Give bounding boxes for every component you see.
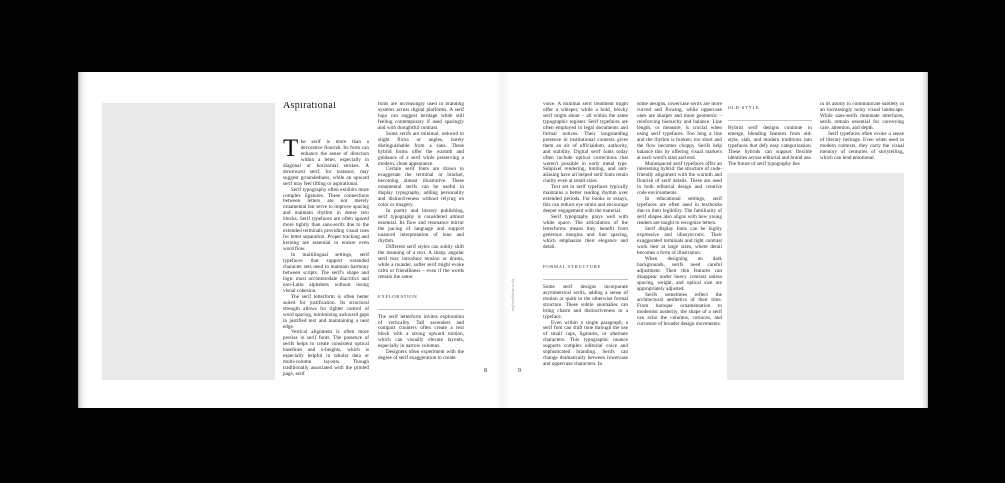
body-paragraph: Some serifs are minimal, reduced to slight flicks or angles, barely distinguishable from a sans. These hybrid forms offer the warmth and guidance of a serif while preserving a modern, clean appearance. [378,130,464,167]
body-paragraph: In educational settings, serif typefaces are often used in textbooks due to their legibility. The familiarity of serif shapes also aligns with how young readers are taught to recognize letters. [637,196,722,227]
body-paragraph: Serif typography often exhibits more complex ligatures. These connections between letters are not merely ornamental but serve to improve spacing and maintain rhythm in dense text blocks. Serif typefaces are often spaced more tightly than sans-serifs due to the extended terminals providing visual cues for letter separation. Proper tracking and kerning are essential to ensure even word flow. [283,186,369,253]
right-page-column-2 [637,102,722,382]
drop-cap: T [283,135,299,163]
image-placeholder-left [102,103,275,380]
body-paragraph: Even within a single paragraph, a serif font can shift tone through the use of small caps, ligatures, or alternate characters. This typographic nuance supports complex editorial voice and sophisticated branding. Serifs can change dramatically between lowercase and uppercase characters. In [543,319,628,368]
section-rule [728,120,812,121]
body-paragraph: Serifs sometimes reflect the architectural aesthetics of their time. From baroque ornamentation to modernist austerity, the shape of a serif can echo the columns, cornices, and curvature of broader design movements. [637,291,722,328]
page-number-right: 9 [518,368,521,374]
body-paragraph: Text set in serif typefaces typically maintains a better reading rhythm over extended periods. For books or essays, this can reduce eye strain and encourage deeper engagement with the material. [543,184,628,215]
body-paragraph: Serif typography plays well with white space. The articulation of the letterforms means they benefit from generous margins and line spacing, which emphasize their elegance and detail. [543,214,628,250]
body-paragraph: The serif letterform is often better suited for justification. Its structural strength allows for tighter control of word spacing, minimizing awkward gaps in justified text and maintaining a neat edge. [283,293,369,330]
page-edge-left [78,72,87,408]
body-paragraph: voice. A minimal serif treatment might offer a whisper, while a bold, blocky serif might shout – all within the same typographic register. Serif typefaces are often employed in legal documents and formal notices. Their longstanding presence in institutional contexts gives them an air of officialdom, authority, and stability. Digital serif fonts today often include optical corrections that weren't possible in early metal type. Subpixel rendering, hinting, and anti-aliasing have all helped serif fonts retain clarity even at small sizes. [543,102,628,185]
section-rule [378,309,464,310]
left-page-column-2 [378,102,464,382]
right-page-column-3 [728,102,812,382]
book-spread [78,72,928,408]
body-paragraph: in its ability to communicate subtlety in an increasingly noisy visual landscape. While sans-serifs dominate interfaces, serifs remain essential for conveying care, attention, and depth. [820,102,904,131]
body-paragraph: some designs, lowercase serifs are more curved and flowing, while uppercase ones are sharper and more geometric – reinforcing hierarchy and balance. Line length, or measure, is crucial when using serif typefaces. Too long a line and the rhythm is broken; too short and the flow becomes choppy. Serifs help balance this by offering visual markers at each word's start and end. [637,102,722,161]
section-header-formal-structure: FORMAL STRUCTURE [543,263,602,269]
body-paragraph: Designers often experiment with the degree of serif exaggeration to create [378,349,464,362]
body-paragraph: In poetry and literary publishing, serif typography is considered almost essential. Its flow and resonance mirror the pacing of language and support nuanced interpretation of tone and rhythm. [378,208,464,244]
page-gutter [495,72,509,408]
body-paragraph: Serif typefaces often evoke a sense of literary heritage. Even when used in modern contexts, they carry the visual memory of centuries of storytelling, which can lend emotional. [820,130,904,161]
section-rule [543,279,628,280]
body-paragraph: Monospaced serif typefaces offer an interesting hybrid: the structure of code-friendly alignment with the warmth and flourish of serif details. These are used in both editorial design and creative code environments. [637,160,722,197]
marginalia-url: exploredideas.co.uk [511,278,515,311]
right-page-column-1 [543,102,628,382]
body-paragraph: Certain serif fonts are drawn to exaggerate the terminal or bracket, becoming almost illustrative. These ornamental serifs can be useful in display typography, adding personality and distinctiveness without relying on color or imagery. [378,166,464,209]
body-paragraph: The serif letterform invites exploration of verticality. Tall ascenders and compact counters often create a text block with a strong upward motion, which can visually elevate layouts, especially in narrow columns. [378,313,464,350]
body-paragraph: In multilingual settings, serif typefaces that support extended character sets need to maintain harmony between scripts. The serif's shape and logic must accommodate diacritics and non-Latin alphabets without losing visual cohesion. [283,252,369,294]
page-title: Aspirational [283,102,337,111]
section-header-old-style: OLD-STYLE [728,105,760,110]
left-page-column-1 [283,102,369,382]
body-paragraph: fonts are increasingly used in branding systems across digital platforms. A serif logo can suggest heritage while still feeling contemporary if used sparingly and with thoughtful contrast. [378,102,464,131]
body-paragraph: When designing on dark backgrounds, serifs need careful adjustment. Their thin features can disappear under heavy contrast unless spacing, weight, and optical size are appropriately adjusted. [637,255,722,292]
body-paragraph-text: he serif is more than a decorative flourish. Its form can enhance the sense of direction within a letter, especially in diagonal or horizontal strokes. A downward serif, for instance, may suggest groundedness, while an upward serif may feel lifting or aspirational. [283,138,369,187]
page-edge-right [919,72,928,408]
body-paragraph: Different serif styles can subtly shift the meaning of a text. A sharp, angular serif may introduce tension or drama, while a rounder, softer serif might evoke calm or friendliness – even if the words remain the same. [378,243,464,280]
body-paragraph: Hybrid serif designs continue to emerge, blending features from old-style, slab, and modern traditions into typefaces that defy easy categorization. These hybrids can support flexible identities across editorial and brand use. The future of serif typography lies [728,124,812,167]
body-paragraph: Vertical alignment is often more precise in serif fonts. The presence of serifs helps to create consistent optical baselines and x-heights, which is especially helpful in tabular data or multi-column layouts. Though traditionally associated with the printed page, serif [283,329,369,378]
body-paragraph: Some serif designs incorporate asymmetrical serifs, adding a sense of motion or quirk to the otherwise formal structure. These subtle anomalies can bring charm and distinctiveness to a typeface. [543,283,628,320]
body-paragraph: Serif display fonts can be highly expressive and idiosyncratic. Their exaggerated terminals and tight contrast work best at large sizes, where detail becomes a form of illustration. [637,226,722,256]
section-header-exploration: EXPLORATION [378,293,418,299]
body-paragraph [283,135,369,188]
page-number-left: 8 [484,368,487,374]
right-page-column-4 [820,102,904,382]
